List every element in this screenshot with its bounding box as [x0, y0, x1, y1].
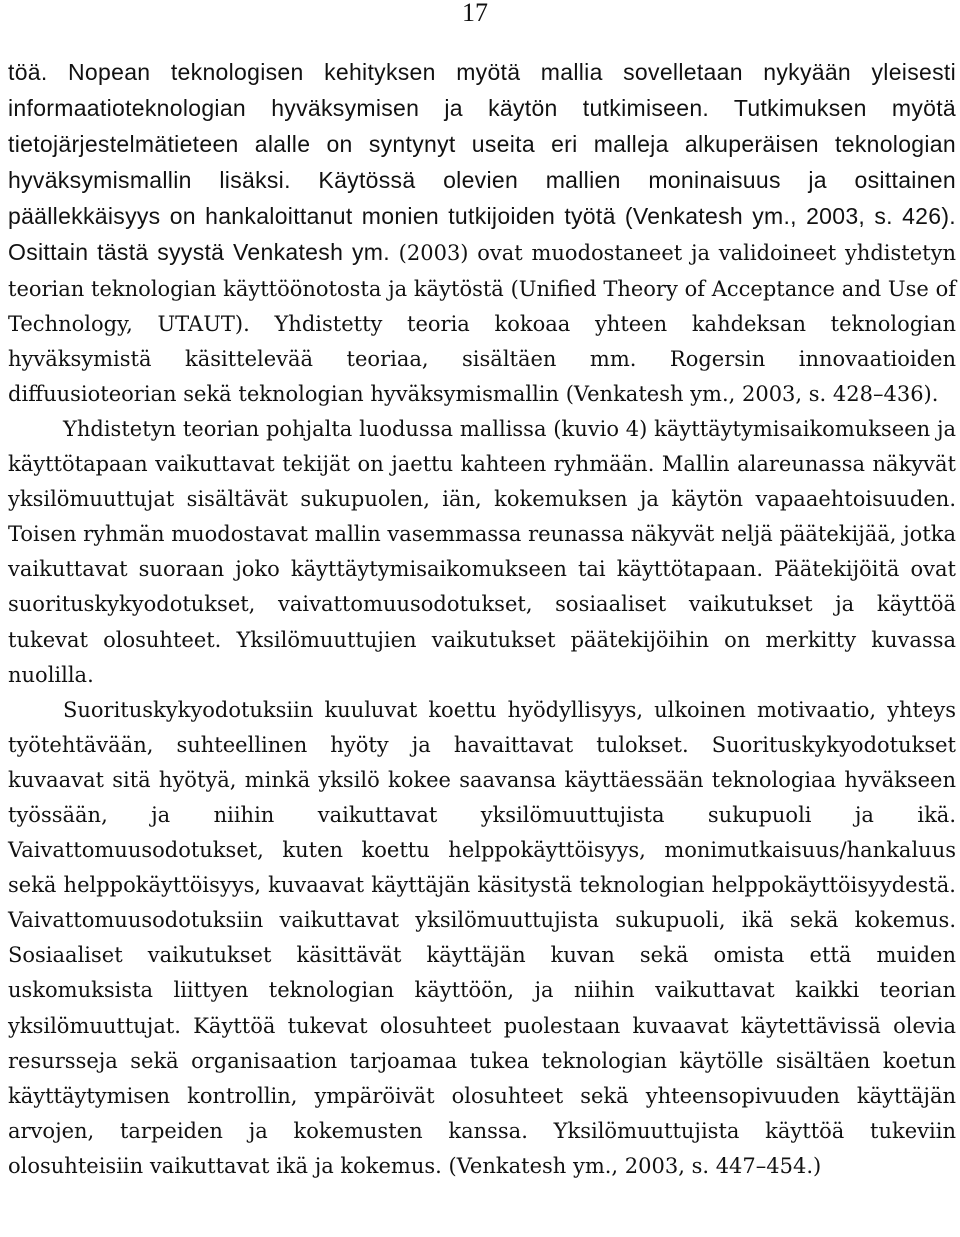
paragraph-2 — [8, 412, 956, 693]
paragraph-1-segment-2: (2003) ovat muodostaneet ja validoineet yhdistetyn teorian teknologian käyttöönotosta ja käytöstä (Unified Theory of Acceptance and Use of Technology, UTAUT). Yhdistetty teoria kokoaa yhteen kahdeksan teknologian hyväksymistä käsittelevää teoriaa, sisältäen mm. Rogersin innovaatioiden diffuusioteorian sekä teknologian hyväksymismallin (Venkatesh ym., 2003, s. 428–436). — [8, 241, 956, 406]
paragraph-3 — [8, 693, 956, 1184]
paragraph-1-segment-1: töä. Nopean teknologisen kehityksen myötä mallia sovelletaan nykyään yleisesti informaatioteknologian hyväksymisen ja käytön tutkimiseen. Tutkimuksen myötä tietojärjestelmätieteen alalle on syntynyt useita eri malleja alkuperäisen teknologian hyväksymismallin lisäksi. Käytössä olevien mallien moninaisuus ja osittainen päällekkäisyys on hankaloittanut monien tutkijoiden työtä (Venkatesh ym., 2003, s. 426). Osittain tästä syystä Venkatesh ym. — [8, 59, 956, 266]
paragraph-1 — [8, 55, 956, 412]
paragraph-3-segment-1: Suorituskykyodotuksiin kuuluvat koettu hyödyllisyys, ulkoinen motivaatio, yhteys työtehtävään, suhteellinen hyöty ja havaittavat tulokset. Suorituskykyodotukset kuvaavat sitä hyötyä, minkä yksilö kokee saavansa käyttäessään teknologiaa hyväkseen työssään, ja niihin vaikuttavat yksilömuuttujista sukupuoli ja ikä. Vaivattomuusodotukset, kuten koettu helppokäyttöisyys, monimutkaisuus/hankaluus sekä helppokäyttöisyys, kuvaavat käyttäjän käsitystä teknologian helppokäyttöisyydestä. Vaivattomuusodotuksiin vaikuttavat yksilömuuttujista sukupuoli, ikä sekä kokemus. Sosiaaliset vaikutukset käsittävät käyttäjän kuvan sekä omista että muiden uskomuksista liittyen teknologian käyttöön, ja niihin vaikuttavat kaikki teorian yksilömuuttujat. Käyttöä tukevat olosuhteet puolestaan kuvaavat käytettävissä olevia resursseja sekä organisaation tarjoamaa tukea teknologian käytölle sisältäen koetun käyttäytymisen kontrollin, ympäröivät olosuhteet sekä yhteensopivuuden käyttäjän arvojen, tarpeiden ja kokemusten kanssa. Yksilömuuttujista käyttöä tukeviin olosuhteisiin vaikuttavat ikä ja kokemus. (Venkatesh ym., 2003, s. 447–454.) — [8, 697, 956, 1178]
paragraph-2-segment-1: Yhdistetyn teorian pohjalta luodussa mallissa (kuvio 4) käyttäytymisaikomukseen ja käyttötapaan vaikuttavat tekijät on jaettu kahteen ryhmään. Mallin alareunassa näkyvät yksilömuuttujat sisältävät sukupuolen, iän, kokemuksen ja käytön vapaaehtoisuuden. Toisen ryhmän muodostavat mallin vasemmassa reunassa näkyvät neljä päätekijää, jotka vaikuttavat suoraan joko käyttäytymisaikomukseen tai käyttötapaan. Päätekijöitä ovat suorituskykyodotukset, vaivattomuusodotukset, sosiaaliset vaikutukset ja käyttöä tukevat olosuhteet. Yksilömuuttujien vaikutukset päätekijöihin on merkitty kuvassa nuolilla. — [8, 416, 956, 687]
page-number: 17 — [462, 0, 488, 27]
body-text — [8, 55, 956, 1184]
